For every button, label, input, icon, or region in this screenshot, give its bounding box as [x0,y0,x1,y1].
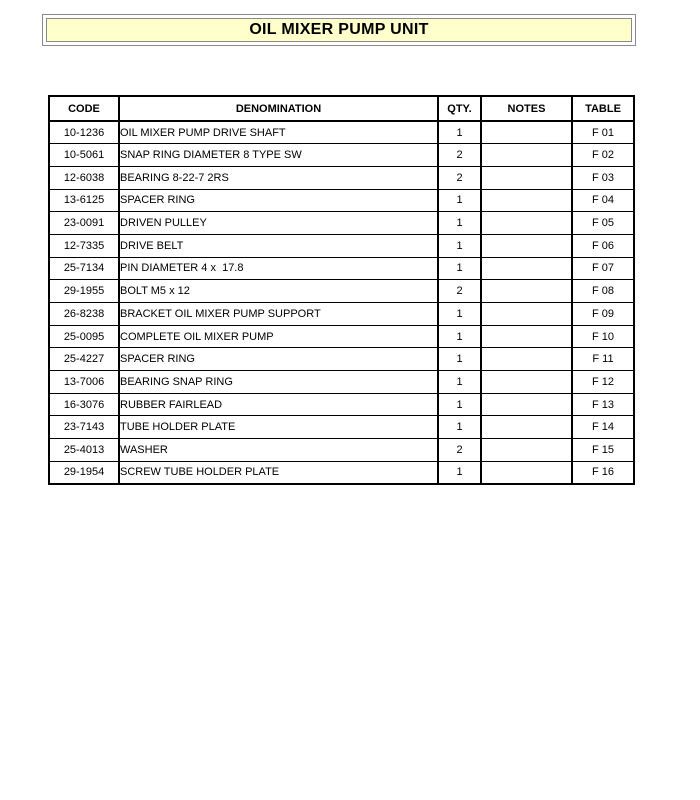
cell-table: F 15 [572,439,634,462]
header-code: CODE [49,96,119,121]
cell-notes [481,144,572,167]
table-row [49,416,634,439]
parts-table-body [49,121,634,484]
cell-qty: 1 [438,393,481,416]
cell-code: 16-3076 [49,393,119,416]
cell-code: 13-6125 [49,189,119,212]
table-header-row [49,96,634,121]
cell-notes [481,234,572,257]
cell-notes [481,439,572,462]
cell-code: 23-7143 [49,416,119,439]
cell-qty: 2 [438,166,481,189]
table-row [49,212,634,235]
cell-code: 10-1236 [49,121,119,144]
cell-qty: 1 [438,234,481,257]
cell-table: F 11 [572,348,634,371]
cell-denomination: TUBE HOLDER PLATE [119,416,438,439]
cell-table: F 13 [572,393,634,416]
cell-qty: 2 [438,439,481,462]
header-table: TABLE [572,96,634,121]
title-banner [42,14,636,46]
cell-notes [481,416,572,439]
cell-qty: 2 [438,280,481,303]
cell-code: 12-7335 [49,234,119,257]
cell-code: 25-7134 [49,257,119,280]
cell-denomination: BEARING 8-22-7 2RS [119,166,438,189]
cell-denomination: SCREW TUBE HOLDER PLATE [119,461,438,484]
cell-denomination: DRIVE BELT [119,234,438,257]
cell-notes [481,325,572,348]
cell-notes [481,393,572,416]
table-row [49,348,634,371]
table-row [49,234,634,257]
cell-table: F 16 [572,461,634,484]
cell-code: 25-4013 [49,439,119,462]
cell-notes [481,280,572,303]
cell-notes [481,303,572,326]
table-row [49,166,634,189]
cell-notes [481,189,572,212]
cell-code: 29-1955 [49,280,119,303]
header-notes: NOTES [481,96,572,121]
table-row [49,371,634,394]
table-row [49,121,634,144]
cell-notes [481,371,572,394]
cell-denomination: WASHER [119,439,438,462]
cell-qty: 1 [438,257,481,280]
cell-notes [481,166,572,189]
cell-code: 13-7006 [49,371,119,394]
cell-table: F 02 [572,144,634,167]
table-row [49,280,634,303]
table-row [49,189,634,212]
table-row [49,461,634,484]
cell-denomination: OIL MIXER PUMP DRIVE SHAFT [119,121,438,144]
cell-qty: 1 [438,303,481,326]
cell-qty: 1 [438,461,481,484]
cell-code: 10-5061 [49,144,119,167]
cell-table: F 07 [572,257,634,280]
cell-code: 25-0095 [49,325,119,348]
cell-qty: 1 [438,325,481,348]
cell-code: 29-1954 [49,461,119,484]
table-row [49,144,634,167]
cell-code: 26-8238 [49,303,119,326]
cell-denomination: COMPLETE OIL MIXER PUMP [119,325,438,348]
cell-table: F 10 [572,325,634,348]
cell-qty: 1 [438,371,481,394]
cell-denomination: RUBBER FAIRLEAD [119,393,438,416]
cell-denomination: SPACER RING [119,189,438,212]
cell-table: F 09 [572,303,634,326]
cell-qty: 1 [438,416,481,439]
cell-table: F 04 [572,189,634,212]
cell-table: F 06 [572,234,634,257]
cell-denomination: BEARING SNAP RING [119,371,438,394]
cell-notes [481,212,572,235]
cell-denomination: SNAP RING DIAMETER 8 TYPE SW [119,144,438,167]
cell-notes [481,121,572,144]
cell-notes [481,461,572,484]
header-qty: QTY. [438,96,481,121]
cell-notes [481,257,572,280]
table-row [49,257,634,280]
cell-table: F 05 [572,212,634,235]
table-row [49,439,634,462]
cell-table: F 08 [572,280,634,303]
table-row [49,303,634,326]
cell-denomination: DRIVEN PULLEY [119,212,438,235]
parts-table [48,95,635,485]
cell-code: 25-4227 [49,348,119,371]
cell-table: F 14 [572,416,634,439]
cell-qty: 2 [438,144,481,167]
cell-denomination: PIN DIAMETER 4 x 17.8 [119,257,438,280]
cell-table: F 03 [572,166,634,189]
cell-qty: 1 [438,212,481,235]
page-title: OIL MIXER PUMP UNIT [46,18,632,42]
cell-denomination: BRACKET OIL MIXER PUMP SUPPORT [119,303,438,326]
table-row [49,325,634,348]
cell-denomination: BOLT M5 x 12 [119,280,438,303]
cell-qty: 1 [438,189,481,212]
cell-notes [481,348,572,371]
table-row [49,393,634,416]
cell-code: 12-6038 [49,166,119,189]
cell-table: F 12 [572,371,634,394]
cell-code: 23-0091 [49,212,119,235]
cell-table: F 01 [572,121,634,144]
cell-denomination: SPACER RING [119,348,438,371]
cell-qty: 1 [438,348,481,371]
cell-qty: 1 [438,121,481,144]
header-denomination: DENOMINATION [119,96,438,121]
